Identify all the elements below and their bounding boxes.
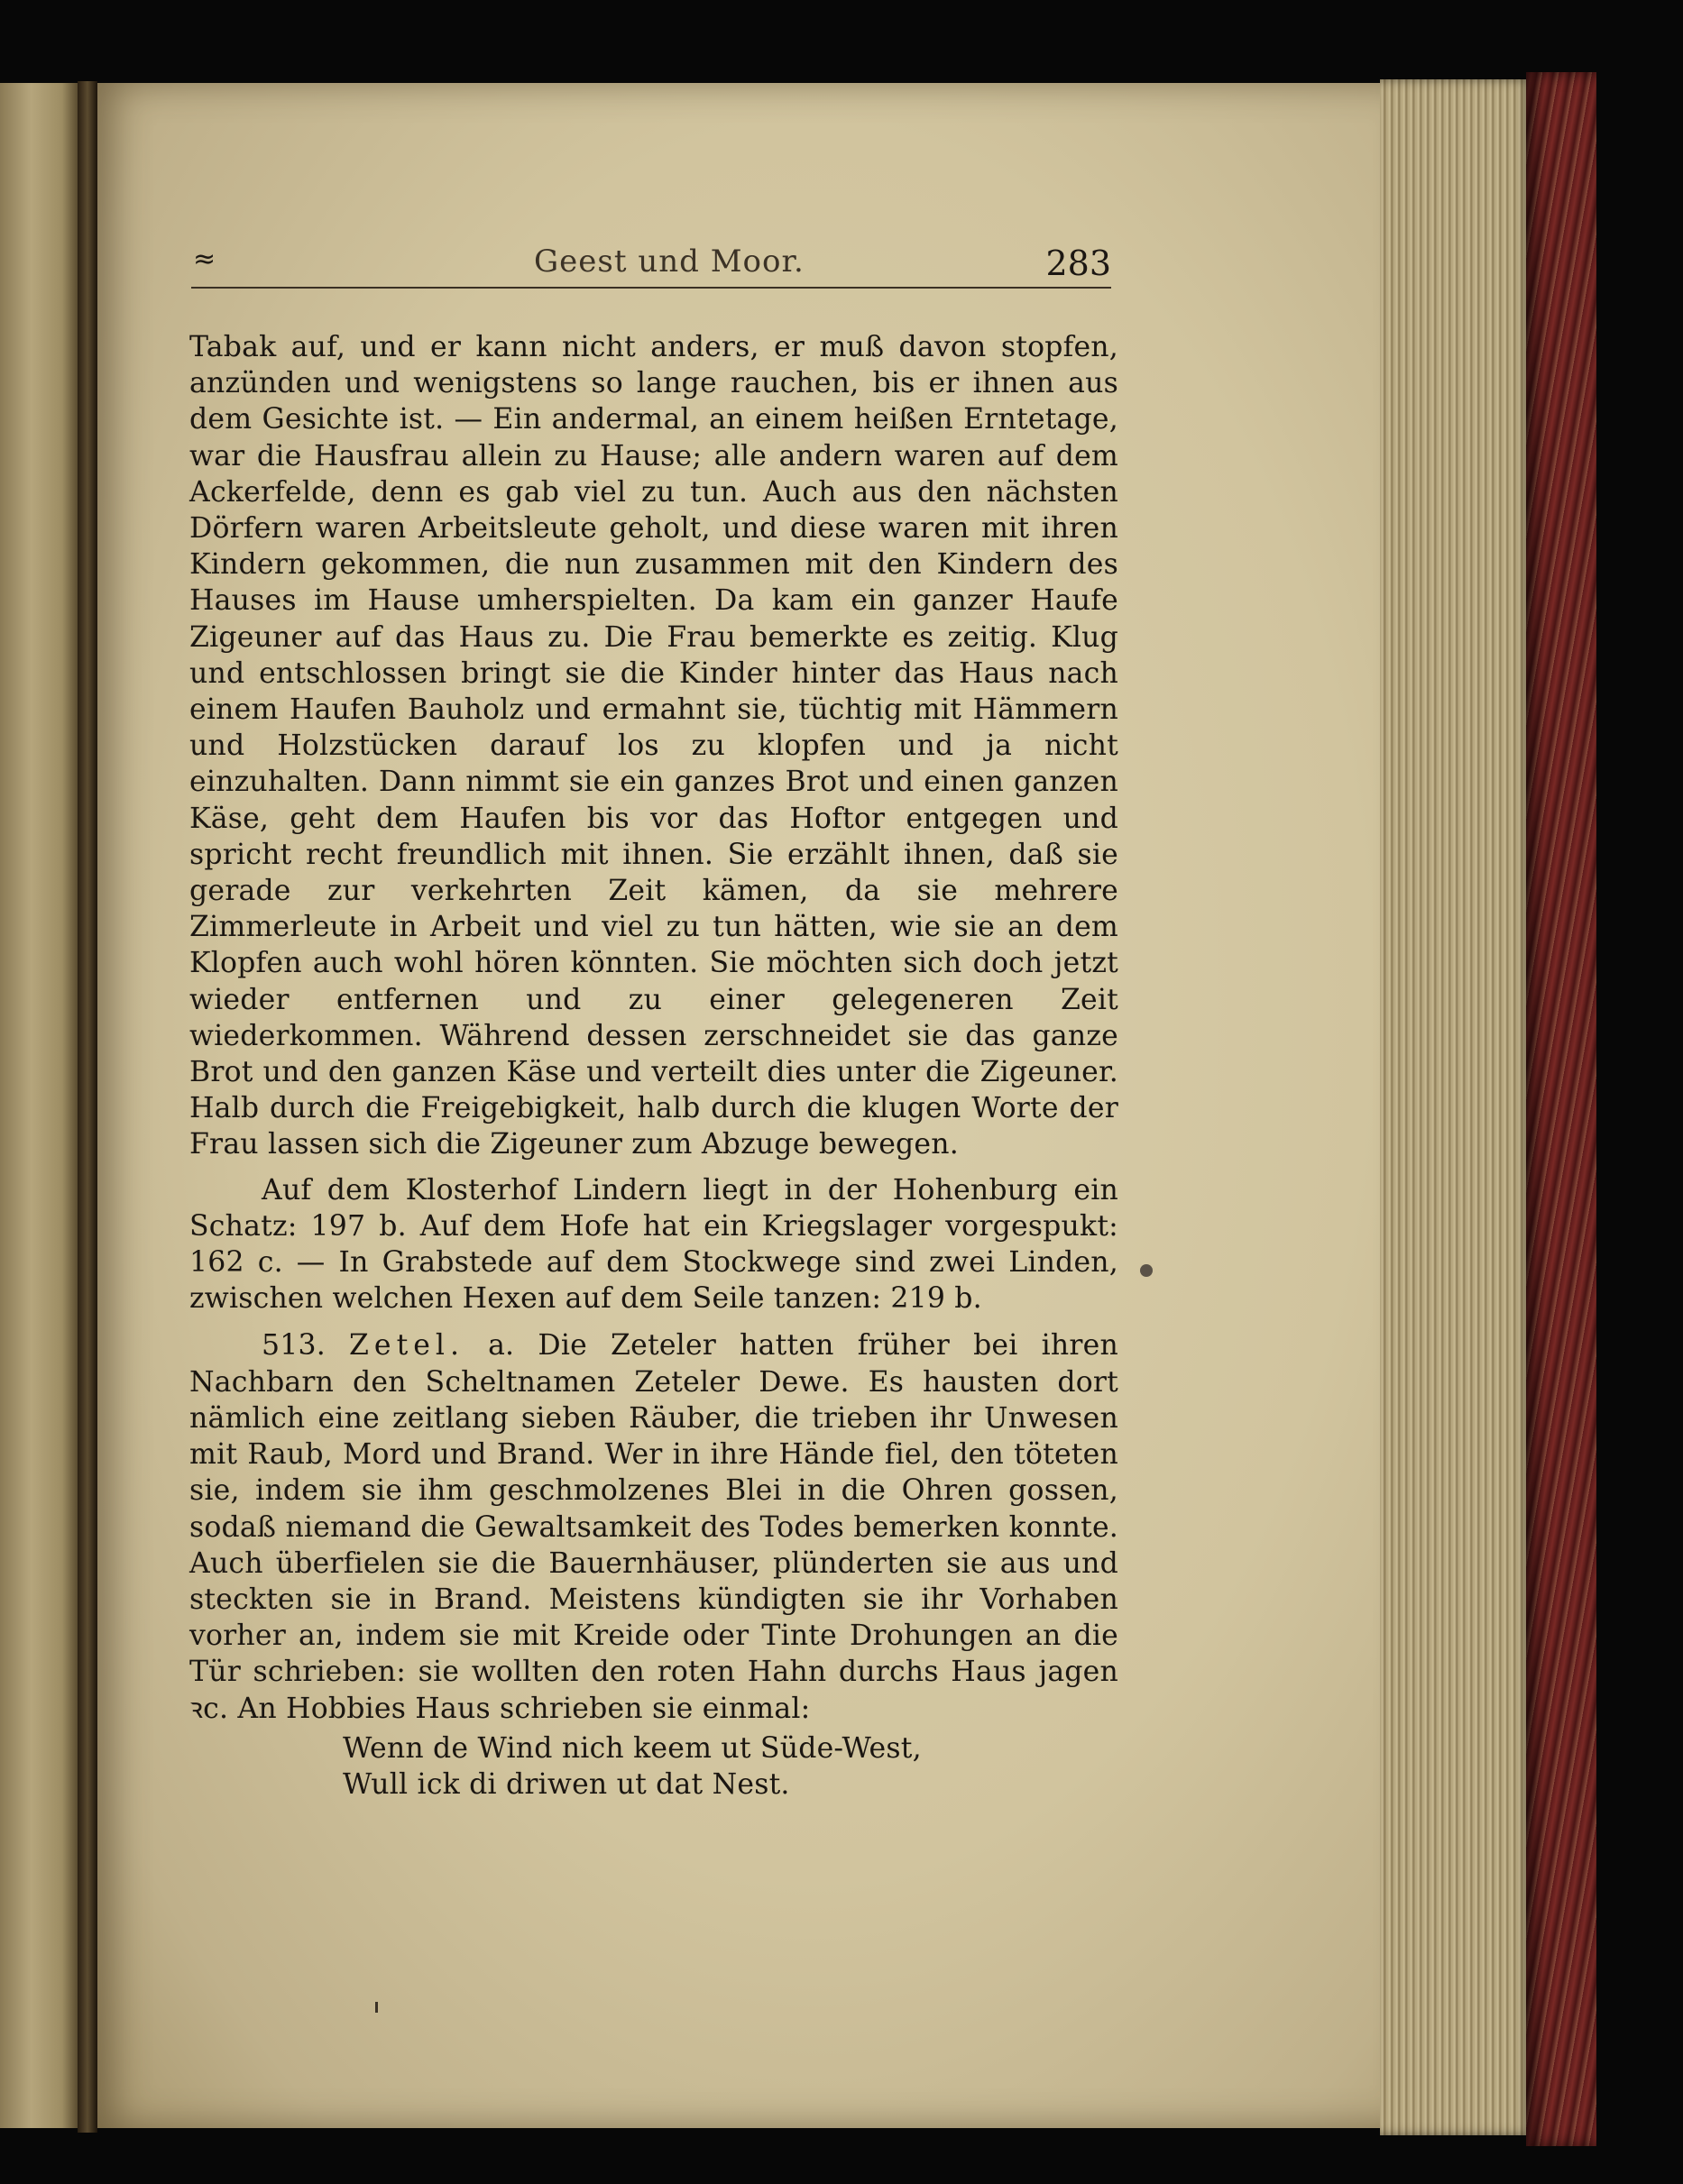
page-number: 283 <box>1045 243 1111 283</box>
book-gutter <box>78 81 97 2133</box>
section-number: 513. <box>262 1329 326 1363</box>
running-title: Geest und Moor. <box>534 243 805 280</box>
page-body <box>189 329 1118 1803</box>
verse-line: Wenn de Wind nich keem ut Süde-West, <box>343 1731 922 1765</box>
signature-mark: ≈ <box>193 243 216 275</box>
page-header <box>191 242 1111 289</box>
verse-block <box>343 1730 1118 1803</box>
verse-line: Wull ick di driwen ut dat Nest. <box>343 1767 790 1801</box>
paragraph-references: Auf dem Klosterhof Lindern liegt in der Hohenburg ein Schatz: 197 b. Auf dem Hofe hat ein Kriegslager vorgespukt: 162 c. — In Grabstede auf dem Stockwege sind zwei Linden, zwischen welchen Hexen auf dem Seile tanzen: 219 b. <box>189 1173 1118 1316</box>
book-cover-edge <box>1526 72 1596 2146</box>
place-name: Zetel. <box>349 1329 464 1363</box>
section-text: a. Die Zeteler hatten früher bei ihren Nachbarn den Scheltnamen Zeteler Dewe. Es hausten dort nämlich eine zeitlang sieben Räuber, die trieben ihr Unwesen mit Raub, Mord und Brand. Wer in ihre Hände fiel, den töteten sie, indem sie ihm geschmolzenes Blei in die Ohren gossen, sodaß niemand die Gewaltsamkeit des Todes bemerken konnte. Auch überfielen sie die Bauernhäuser, plünderten sie aus und steckten sie in Brand. Meistens kündigten sie ihr Vorhaben vorher an, indem sie mit Kreide oder Tinte Drohungen an die Tür schrieben: sie wollten den roten Hahn durchs Haus jagen ꝛc. An Hobbies Haus schrieben sie einmal: <box>189 1329 1118 1725</box>
paragraph-continued: Tabak auf, und er kann nicht anders, er muß davon stopfen, anzünden und wenigstens so lange rauchen, bis er ihnen aus dem Gesichte ist. — Ein andermal, an einem heißen Erntetage, war die Hausfrau allein zu Hause; alle andern waren auf dem Ackerfelde, denn es gab viel zu tun. Auch aus den nächsten Dörfern waren Arbeitsleute geholt, und diese waren mit ihren Kindern gekommen, die nun zusammen mit den Kindern des Hauses im Hause umherspielten. Da kam ein ganzer Haufe Zigeuner auf das Haus zu. Die Frau bemerkte es zeitig. Klug und entschlossen bringt sie die Kinder hinter das Haus nach einem Haufen Bauholz und ermahnt sie, tüchtig mit Hämmern und Holzstücken darauf los zu klopfen und ja nicht einzuhalten. Dann nimmt sie ein ganzes Brot und einen ganzen Käse, geht dem Haufen bis vor das Hoftor entgegen und spricht recht freundlich mit ihnen. Sie erzählt ihnen, daß sie gerade zur verkehrten Zeit kämen, da sie mehrere Zimmerleute in Arbeit und viel zu tun hätten, wie sie an dem Klopfen auch wohl hören könnten. Sie möchten sich doch jetzt wieder entfernen und zu einer gelegeneren Zeit wiederkommen. Während dessen zerschneidet sie das ganze Brot und den ganzen Käse und verteilt dies unter die Zigeuner. Halb durch die Freigebigkeit, halb durch die klugen Worte der Frau lassen sich die Zigeuner zum Abzuge bewegen. <box>189 331 1118 1161</box>
margin-dot <box>1140 1264 1153 1277</box>
page-block-edges <box>1380 79 1533 2135</box>
facing-page-edge <box>0 83 78 2128</box>
paragraph-513 <box>189 1327 1118 1726</box>
ink-speck <box>375 2002 378 2013</box>
